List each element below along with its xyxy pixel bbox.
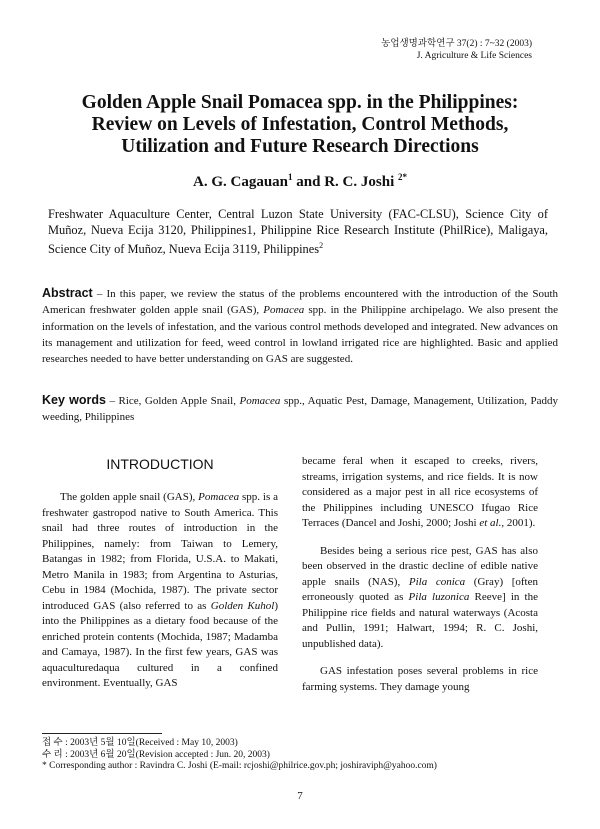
affiliations <box>48 206 548 257</box>
journal-korean: 농업생명과학연구 37(2) : 7~32 (2003) <box>381 39 532 49</box>
received-date: 접 수 : 2003년 5월 10일(Received : May 10, 2003) <box>42 738 238 748</box>
title-line-1: Golden Apple Snail Pomacea spp. in the Philippines: <box>81 92 519 113</box>
text-run: ) into the Philippines as a dietary food because of the enriched protein contents (Mochida, 1987; Madamba and Camaya, 1987). In the first few years, GAS was aquaculturedaqua cultured in a confined environment. Eventually, GAS <box>42 599 278 689</box>
intro-paragraph-1 <box>42 490 278 692</box>
author-list <box>0 172 600 191</box>
left-column <box>42 490 278 692</box>
italic-genus: Pomacea <box>198 491 240 503</box>
text-run: , 2001). <box>501 517 536 529</box>
right-column <box>302 454 538 695</box>
text-run: Besides being a serious rice pest, GAS has also been observed in the drastic decline of edible native apple snails (NAS), <box>302 544 538 588</box>
affiliation-text: Freshwater Aquaculture Center, Central Luzon State University (FAC-CLSU), Science City of Muñoz, Nueva Ecija 3120, Philippines1, Philippine Rice Research Institute (PhilRice), Maligaya, Science City of Muñoz, Nueva Ecija 3119, Philippines <box>48 207 548 257</box>
italic-et-al: et al. <box>479 517 502 529</box>
keywords-text-2: spp., Aquatic Pest, Damage, Management, Utilization, Paddy weeding, Philippines <box>42 395 558 424</box>
affiliation-mark: 2 <box>319 241 324 250</box>
accepted-date: 수 리 : 2003년 6월 20일(Revision accepted : Jun. 20, 2003) <box>42 749 270 760</box>
abstract-label: Abstract <box>42 286 93 300</box>
italic-species: Pila conica <box>408 575 466 588</box>
text-run: (Gray) [often erroneously quoted as <box>302 575 538 603</box>
text-run: spp. is a freshwater gastropod native to South America. This snail had three routes of introduction in the Philippines, namely: from Taiwan to Lemery, Batangas in 1982; from Florida, U.S.A. to Makati, Metro Manila in 1983; from Argentina to Asturias, Cebu in 1984 (Mochida, 1987). The private sector introduced GAS (also referred to as <box>42 491 279 612</box>
title-line-3: Utilization and Future Research Directions <box>121 136 479 157</box>
author-2: R. C. Joshi <box>324 174 395 190</box>
italic-common-name: Golden Kuhol <box>210 599 275 612</box>
intro-paragraph-2 <box>302 454 538 532</box>
italic-species: Pila luzonica <box>408 591 470 603</box>
footnotes <box>42 738 562 773</box>
author-conjunction: and <box>296 174 321 190</box>
intro-paragraph-3 <box>302 544 538 653</box>
corresponding-author: * Corresponding author : Ravindra C. Joshi (E-mail: rcjoshi@philrice.gov.ph; joshiraviph@yahoo.com) <box>42 761 437 771</box>
author-1-affiliation-mark: 1 <box>288 172 293 182</box>
page-number: 7 <box>297 790 303 802</box>
intro-paragraph-4: GAS infestation poses several problems in rice farming systems. They damage young <box>302 665 538 693</box>
text-run: Reeve] in the Philippine rice fields and natural waterways (Acosta and Pullin, 1991; Halwart, 1994; R. C. Joshi, unpublished data). <box>302 591 538 650</box>
paper-title <box>40 92 560 158</box>
keywords-label: Key words <box>42 393 106 407</box>
keywords-text-1: – Rice, Golden Apple Snail, <box>105 395 240 407</box>
text-run: The golden apple snail (GAS), <box>60 491 199 503</box>
abstract-genus: Pomacea <box>263 304 305 317</box>
author-2-affiliation-mark: 2* <box>397 172 407 182</box>
journal-english: J. Agriculture & Life Sciences <box>416 51 532 61</box>
abstract-text-1: – In this paper, we review the status of the problems encountered with the introduction of the South American freshwater golden apple snail (GAS), <box>42 288 558 317</box>
author-1: A. G. Cagauan <box>193 174 289 190</box>
abstract-text-2: spp. in the Philippine archipelago. We also present the information on the levels of infestation, and the various control methods developed and integrated. New advances on its management and utilization for feed, weed control in lowland irrigated rice are highlighted. Basic and applied researches needed to have better understanding on GAS are suggested. <box>42 304 558 366</box>
text-run: became feral when it escaped to creeks, rivers, streams, irrigation systems, and rice fields. It is now considered as a major pest in all rice ecosystems of the Philippines including UNESCO Ifugao Rice Terraces (Dancel and Joshi, 2000; Joshi <box>302 455 538 529</box>
section-heading-introduction: INTRODUCTION <box>106 456 214 472</box>
abstract <box>42 285 558 367</box>
footnote-rule <box>42 733 162 734</box>
running-header <box>381 38 532 62</box>
keywords <box>42 392 558 426</box>
title-line-2: Review on Levels of Infestation, Control Methods, <box>91 114 509 135</box>
keywords-genus: Pomacea <box>239 395 281 407</box>
